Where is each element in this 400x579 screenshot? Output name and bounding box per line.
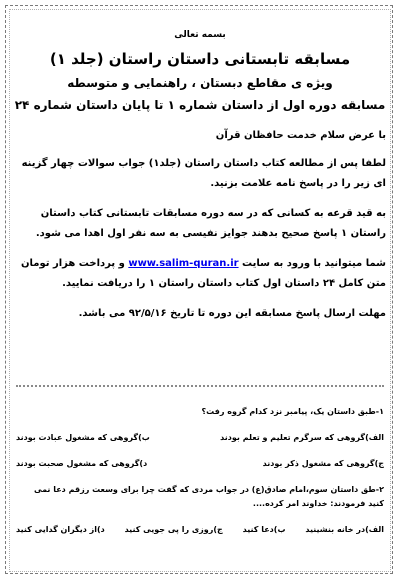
q1-option-d: د)گروهی که مشغول صحبت بودند: [16, 459, 148, 468]
q1-option-a: الف)گروهی که سرگرم تعلیم و تعلم بودند: [220, 433, 384, 442]
q2-option-c: ج)روزی را پی جویی کنید: [124, 525, 223, 534]
greeting: با عرض سلام خدمت حافظان قرآن: [215, 130, 386, 141]
page-subtitle: ویژه ی مقاطع دبستان ، راهنمایی و متوسطه: [67, 76, 333, 90]
page-title: مسابقه تابستانی داستان راستان (جلد ۱): [49, 50, 351, 68]
question-1: ۱-طبق داستان یک، پیامبر نزد کدام گروه رفت؟: [201, 407, 384, 416]
deadline-paragraph: مهلت ارسال پاسخ مسابقه این دوره تا تاریخ ۹۲/۵/۱۶ می باشد.: [78, 308, 386, 319]
q2-option-d: د)از دیگران گدایی کنید: [16, 525, 105, 534]
q2-option-a: الف)در خانه بنشینید: [305, 525, 384, 534]
quiz-section: [16, 405, 384, 549]
prize-paragraph: به قید قرعه به کسانی که در سه دوره مسابقات تابستانی کتاب داستان راستان ۱ پاسخ صحیح بدهند جوایز نفیسی به سه نفر اول اهدا می شود.: [35, 208, 386, 239]
instructions-paragraph: لطفا پس از مطالعه کتاب داستان راستان (جلد۱) جواب سوالات چهار گزینه ای زیر را در پاسخ نامه علامت بزنید.: [21, 158, 386, 189]
website-link[interactable]: www.salim-quran.ir: [128, 258, 239, 269]
question-2: ۲-طق داستان سوم،امام صادق(ع) در جواب مردی که گفت چرا برای وسعت رزقم دعا نمی کنید فرمودند: خداوند امر کرده....: [33, 485, 384, 508]
q2-option-b: ب)دعا کنید: [242, 525, 286, 534]
section-divider: [16, 385, 384, 387]
website-text-before: شما میتوانید با ورود به سایت: [238, 258, 386, 269]
website-text-after: و پرداخت هزار تومان متن کامل ۲۴ داستان اول کتاب داستان راستان ۱ را دریافت نمایید.: [21, 258, 386, 289]
question-1-options-row-1: [16, 431, 384, 445]
bismillah: بسمه تعالی: [174, 30, 226, 40]
page-subtitle-2: مسابقه دوره اول از داستان شماره ۱ تا پایان داستان شماره ۲۴: [14, 98, 386, 112]
q1-option-b: ب)گروهی که مشغول عبادت بودند: [16, 433, 150, 442]
q1-option-c: ج)گروهی که مشغول ذکر بودند: [262, 459, 384, 468]
website-paragraph: [14, 254, 386, 294]
question-2-options: [16, 523, 384, 537]
question-1-options-row-2: [16, 457, 384, 471]
document-page: [14, 30, 386, 334]
